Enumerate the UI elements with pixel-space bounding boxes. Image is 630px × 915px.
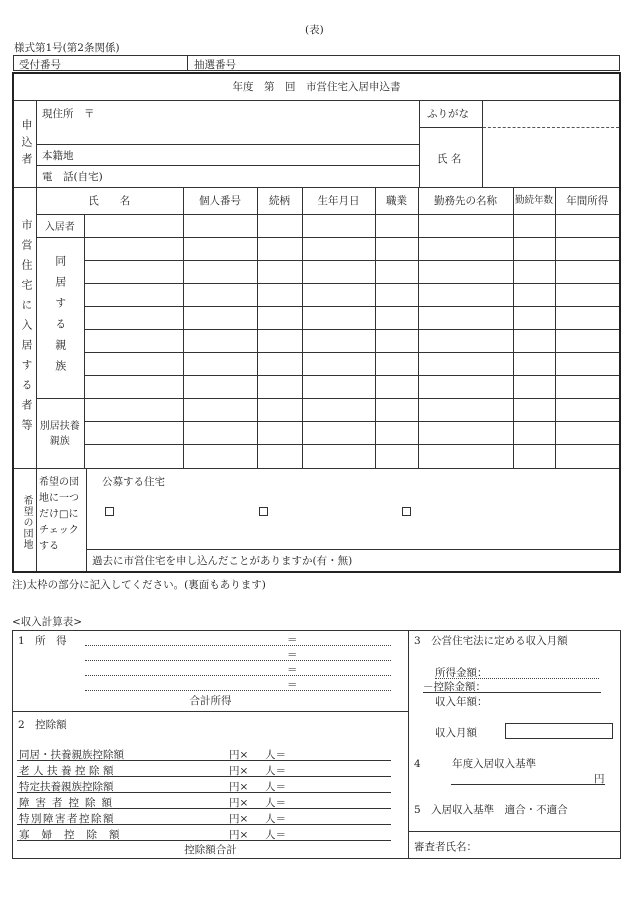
deduction-name: 寡婦控除額 bbox=[19, 829, 132, 841]
reviewer-name-label: 審査者氏名： bbox=[414, 841, 477, 853]
table-cell[interactable] bbox=[375, 329, 418, 352]
table-cell[interactable] bbox=[375, 237, 418, 260]
residents-section-label: 市営住宅に入居する者等 bbox=[20, 219, 33, 439]
table-cell[interactable] bbox=[555, 353, 619, 376]
table-cell[interactable] bbox=[375, 260, 418, 283]
deduction-row bbox=[17, 763, 391, 777]
table-cell[interactable] bbox=[375, 376, 418, 399]
table-cell[interactable] bbox=[555, 399, 619, 422]
table-cell[interactable] bbox=[302, 214, 375, 237]
income-calc-table bbox=[12, 630, 621, 859]
table-cell[interactable] bbox=[555, 329, 619, 352]
reception-number-label: 受付番号 bbox=[19, 59, 61, 71]
table-cell[interactable] bbox=[555, 445, 619, 468]
table-cell[interactable] bbox=[513, 237, 555, 260]
persons-eq: 人＝ bbox=[265, 829, 286, 841]
current-address-label: 現住所 〒 bbox=[42, 108, 95, 120]
table-cell[interactable] bbox=[513, 353, 555, 376]
table-cell[interactable] bbox=[513, 260, 555, 283]
eq-sign: ＝ bbox=[287, 679, 298, 691]
separate-cell bbox=[36, 399, 84, 468]
column-header: 勤続年数 bbox=[513, 188, 555, 214]
table-cell[interactable] bbox=[84, 329, 183, 352]
table-cell[interactable] bbox=[513, 399, 555, 422]
cohabiting-cell bbox=[36, 237, 84, 399]
table-cell[interactable] bbox=[375, 283, 418, 306]
table-cell[interactable] bbox=[418, 329, 513, 352]
deduction-row bbox=[17, 827, 391, 841]
table-cell[interactable] bbox=[555, 422, 619, 445]
preferred-section bbox=[14, 469, 619, 571]
table-cell[interactable] bbox=[375, 353, 418, 376]
housing-checkbox-3[interactable] bbox=[402, 507, 411, 516]
separate-label: 別居扶養親族 bbox=[39, 420, 80, 447]
table-cell[interactable] bbox=[555, 260, 619, 283]
applicant-section-label: 申込者 bbox=[20, 118, 33, 170]
table-cell[interactable] bbox=[375, 445, 418, 468]
past-application-question: 過去に市営住宅を申し込んだことがありますか(有・無) bbox=[92, 555, 353, 567]
monthly-income-field[interactable] bbox=[505, 723, 613, 739]
housing-checkbox-1[interactable] bbox=[105, 507, 114, 516]
furigana-label: ふりがな bbox=[427, 108, 469, 120]
table-cell[interactable] bbox=[418, 445, 513, 468]
table-cell[interactable] bbox=[302, 306, 375, 329]
table-cell[interactable] bbox=[84, 260, 183, 283]
income-standard-label: 4 年度入居収入基準 bbox=[414, 758, 537, 770]
table-cell[interactable] bbox=[257, 329, 302, 352]
table-cell[interactable] bbox=[375, 214, 418, 237]
yen-times: 円× bbox=[229, 829, 249, 841]
yen-times: 円× bbox=[229, 749, 249, 761]
table-cell[interactable] bbox=[183, 445, 257, 468]
table-cell[interactable] bbox=[257, 445, 302, 468]
table-cell[interactable] bbox=[84, 237, 183, 260]
annual-income-label: 収入年額： bbox=[435, 696, 488, 708]
phone-label: 電 話(自宅) bbox=[42, 171, 103, 183]
table-cell[interactable] bbox=[555, 237, 619, 260]
table-cell[interactable] bbox=[513, 283, 555, 306]
table-cell[interactable] bbox=[555, 214, 619, 237]
table-cell[interactable] bbox=[257, 399, 302, 422]
table-cell[interactable] bbox=[302, 376, 375, 399]
table-cell[interactable] bbox=[555, 376, 619, 399]
income-criteria-label: 5 入居収入基準 適合・不適合 bbox=[414, 804, 568, 816]
column-header: 勤務先の名称 bbox=[418, 188, 513, 214]
application-form bbox=[12, 72, 621, 573]
public-housing-label: 公募する住宅 bbox=[102, 476, 165, 488]
yen-times: 円× bbox=[229, 797, 249, 809]
column-header: 職業 bbox=[375, 188, 418, 214]
deduction-row bbox=[17, 779, 391, 793]
monthly-income-label: 収入月額 bbox=[435, 727, 477, 739]
form-note: 注)太枠の部分に記入してください。(裏面もあります) bbox=[12, 579, 266, 591]
lottery-number-label: 抽選番号 bbox=[194, 59, 236, 71]
table-cell[interactable] bbox=[257, 283, 302, 306]
deduction-row bbox=[17, 747, 391, 761]
table-cell[interactable] bbox=[418, 260, 513, 283]
table-cell[interactable] bbox=[84, 283, 183, 306]
total-deduction-label: 控除額合計 bbox=[184, 844, 237, 856]
preferred-instruction: 希望の団地に一つだけ□にチェックする bbox=[39, 477, 79, 552]
table-cell[interactable] bbox=[302, 260, 375, 283]
deduction-row bbox=[17, 795, 391, 809]
column-header: 個人番号 bbox=[183, 188, 257, 214]
domicile-label: 本籍地 bbox=[42, 150, 74, 162]
form-title: 年度 第 回 市営住宅入居申込書 bbox=[14, 74, 619, 101]
residents-table bbox=[36, 188, 619, 468]
page-side-label: (表) bbox=[305, 24, 324, 36]
eq-sign: ＝ bbox=[287, 649, 298, 661]
table-cell[interactable] bbox=[183, 422, 257, 445]
yen-label: 円 bbox=[594, 773, 605, 785]
applicant-section bbox=[14, 101, 619, 188]
table-cell[interactable] bbox=[183, 260, 257, 283]
yen-times: 円× bbox=[229, 781, 249, 793]
reception-row bbox=[13, 55, 620, 71]
table-cell[interactable] bbox=[183, 283, 257, 306]
table-cell[interactable] bbox=[84, 422, 183, 445]
table-cell[interactable] bbox=[84, 353, 183, 376]
table-cell[interactable] bbox=[84, 214, 183, 237]
table-cell[interactable] bbox=[302, 353, 375, 376]
table-cell[interactable] bbox=[555, 306, 619, 329]
income-label: 1 所 得 bbox=[18, 635, 67, 647]
table-cell[interactable] bbox=[257, 237, 302, 260]
table-cell[interactable] bbox=[418, 353, 513, 376]
table-cell[interactable] bbox=[555, 283, 619, 306]
residents-section bbox=[14, 188, 619, 469]
persons-eq: 人＝ bbox=[265, 781, 286, 793]
table-cell[interactable] bbox=[257, 353, 302, 376]
preferred-section-label: 希望の団地 bbox=[21, 494, 32, 550]
column-header: 年間所得 bbox=[555, 188, 619, 214]
income-amount-label: 所得金額： bbox=[435, 667, 488, 679]
table-cell[interactable] bbox=[84, 399, 183, 422]
yen-times: 円× bbox=[229, 765, 249, 777]
eq-sign: ＝ bbox=[287, 634, 298, 646]
table-cell[interactable] bbox=[257, 306, 302, 329]
monthly-income-title: 3 公営住宅法に定める収入月額 bbox=[414, 635, 568, 647]
yen-times: 円× bbox=[229, 813, 249, 825]
persons-eq: 人＝ bbox=[265, 765, 286, 777]
table-cell[interactable] bbox=[302, 445, 375, 468]
income-calc-title: <収入計算表> bbox=[12, 616, 83, 628]
table-cell[interactable] bbox=[302, 422, 375, 445]
table-cell[interactable] bbox=[418, 422, 513, 445]
table-cell[interactable] bbox=[183, 353, 257, 376]
table-cell[interactable] bbox=[183, 214, 257, 237]
persons-eq: 人＝ bbox=[265, 749, 286, 761]
deduction-row bbox=[17, 811, 391, 825]
table-cell[interactable] bbox=[257, 260, 302, 283]
table-cell[interactable] bbox=[418, 376, 513, 399]
table-cell[interactable] bbox=[418, 237, 513, 260]
persons-eq: 人＝ bbox=[265, 813, 286, 825]
deduction-name: 特定扶養親族控除額 bbox=[19, 781, 114, 793]
form-number: 様式第1号(第2条関係) bbox=[14, 42, 120, 54]
table-cell[interactable] bbox=[84, 445, 183, 468]
deduction-label: 2 控除額 bbox=[18, 719, 67, 731]
table-cell[interactable] bbox=[513, 329, 555, 352]
deduction-name: 老人扶養控除額 bbox=[19, 765, 117, 777]
table-cell[interactable] bbox=[513, 422, 555, 445]
cohabiting-label: 同居する親族 bbox=[53, 254, 67, 381]
deduction-amount-label: －控除金額： bbox=[423, 681, 486, 693]
table-cell[interactable] bbox=[375, 399, 418, 422]
table-cell[interactable] bbox=[302, 283, 375, 306]
table-cell[interactable] bbox=[418, 399, 513, 422]
deduction-name: 特別障害者控除額 bbox=[19, 813, 115, 825]
persons-eq: 人＝ bbox=[265, 797, 286, 809]
table-cell[interactable] bbox=[257, 214, 302, 237]
table-cell[interactable] bbox=[257, 376, 302, 399]
table-cell[interactable] bbox=[183, 329, 257, 352]
table-cell[interactable] bbox=[375, 422, 418, 445]
table-cell[interactable] bbox=[84, 306, 183, 329]
table-cell[interactable] bbox=[302, 237, 375, 260]
eq-sign: ＝ bbox=[287, 664, 298, 676]
column-header: 続柄 bbox=[257, 188, 302, 214]
deduction-name: 障害者控除額 bbox=[19, 797, 118, 809]
deduction-name: 同居・扶養親族控除額 bbox=[19, 749, 124, 761]
table-cell[interactable] bbox=[418, 306, 513, 329]
table-cell[interactable] bbox=[183, 399, 257, 422]
table-cell[interactable] bbox=[513, 376, 555, 399]
table-cell[interactable] bbox=[302, 399, 375, 422]
table-cell[interactable] bbox=[183, 306, 257, 329]
table-cell[interactable] bbox=[418, 283, 513, 306]
column-header: 生年月日 bbox=[302, 188, 375, 214]
table-cell[interactable] bbox=[513, 306, 555, 329]
table-cell[interactable] bbox=[375, 306, 418, 329]
column-header: 氏 名 bbox=[36, 188, 183, 214]
table-cell[interactable] bbox=[513, 214, 555, 237]
table-cell[interactable] bbox=[418, 214, 513, 237]
table-cell[interactable] bbox=[183, 237, 257, 260]
housing-checkbox-2[interactable] bbox=[259, 507, 268, 516]
table-cell[interactable] bbox=[513, 445, 555, 468]
total-income-label: 合計所得 bbox=[189, 695, 232, 707]
occupant-label: 入居者 bbox=[36, 214, 84, 237]
table-cell[interactable] bbox=[302, 329, 375, 352]
name-label: 氏 名 bbox=[437, 153, 462, 165]
table-cell[interactable] bbox=[183, 376, 257, 399]
table-cell[interactable] bbox=[84, 376, 183, 399]
table-cell[interactable] bbox=[257, 422, 302, 445]
